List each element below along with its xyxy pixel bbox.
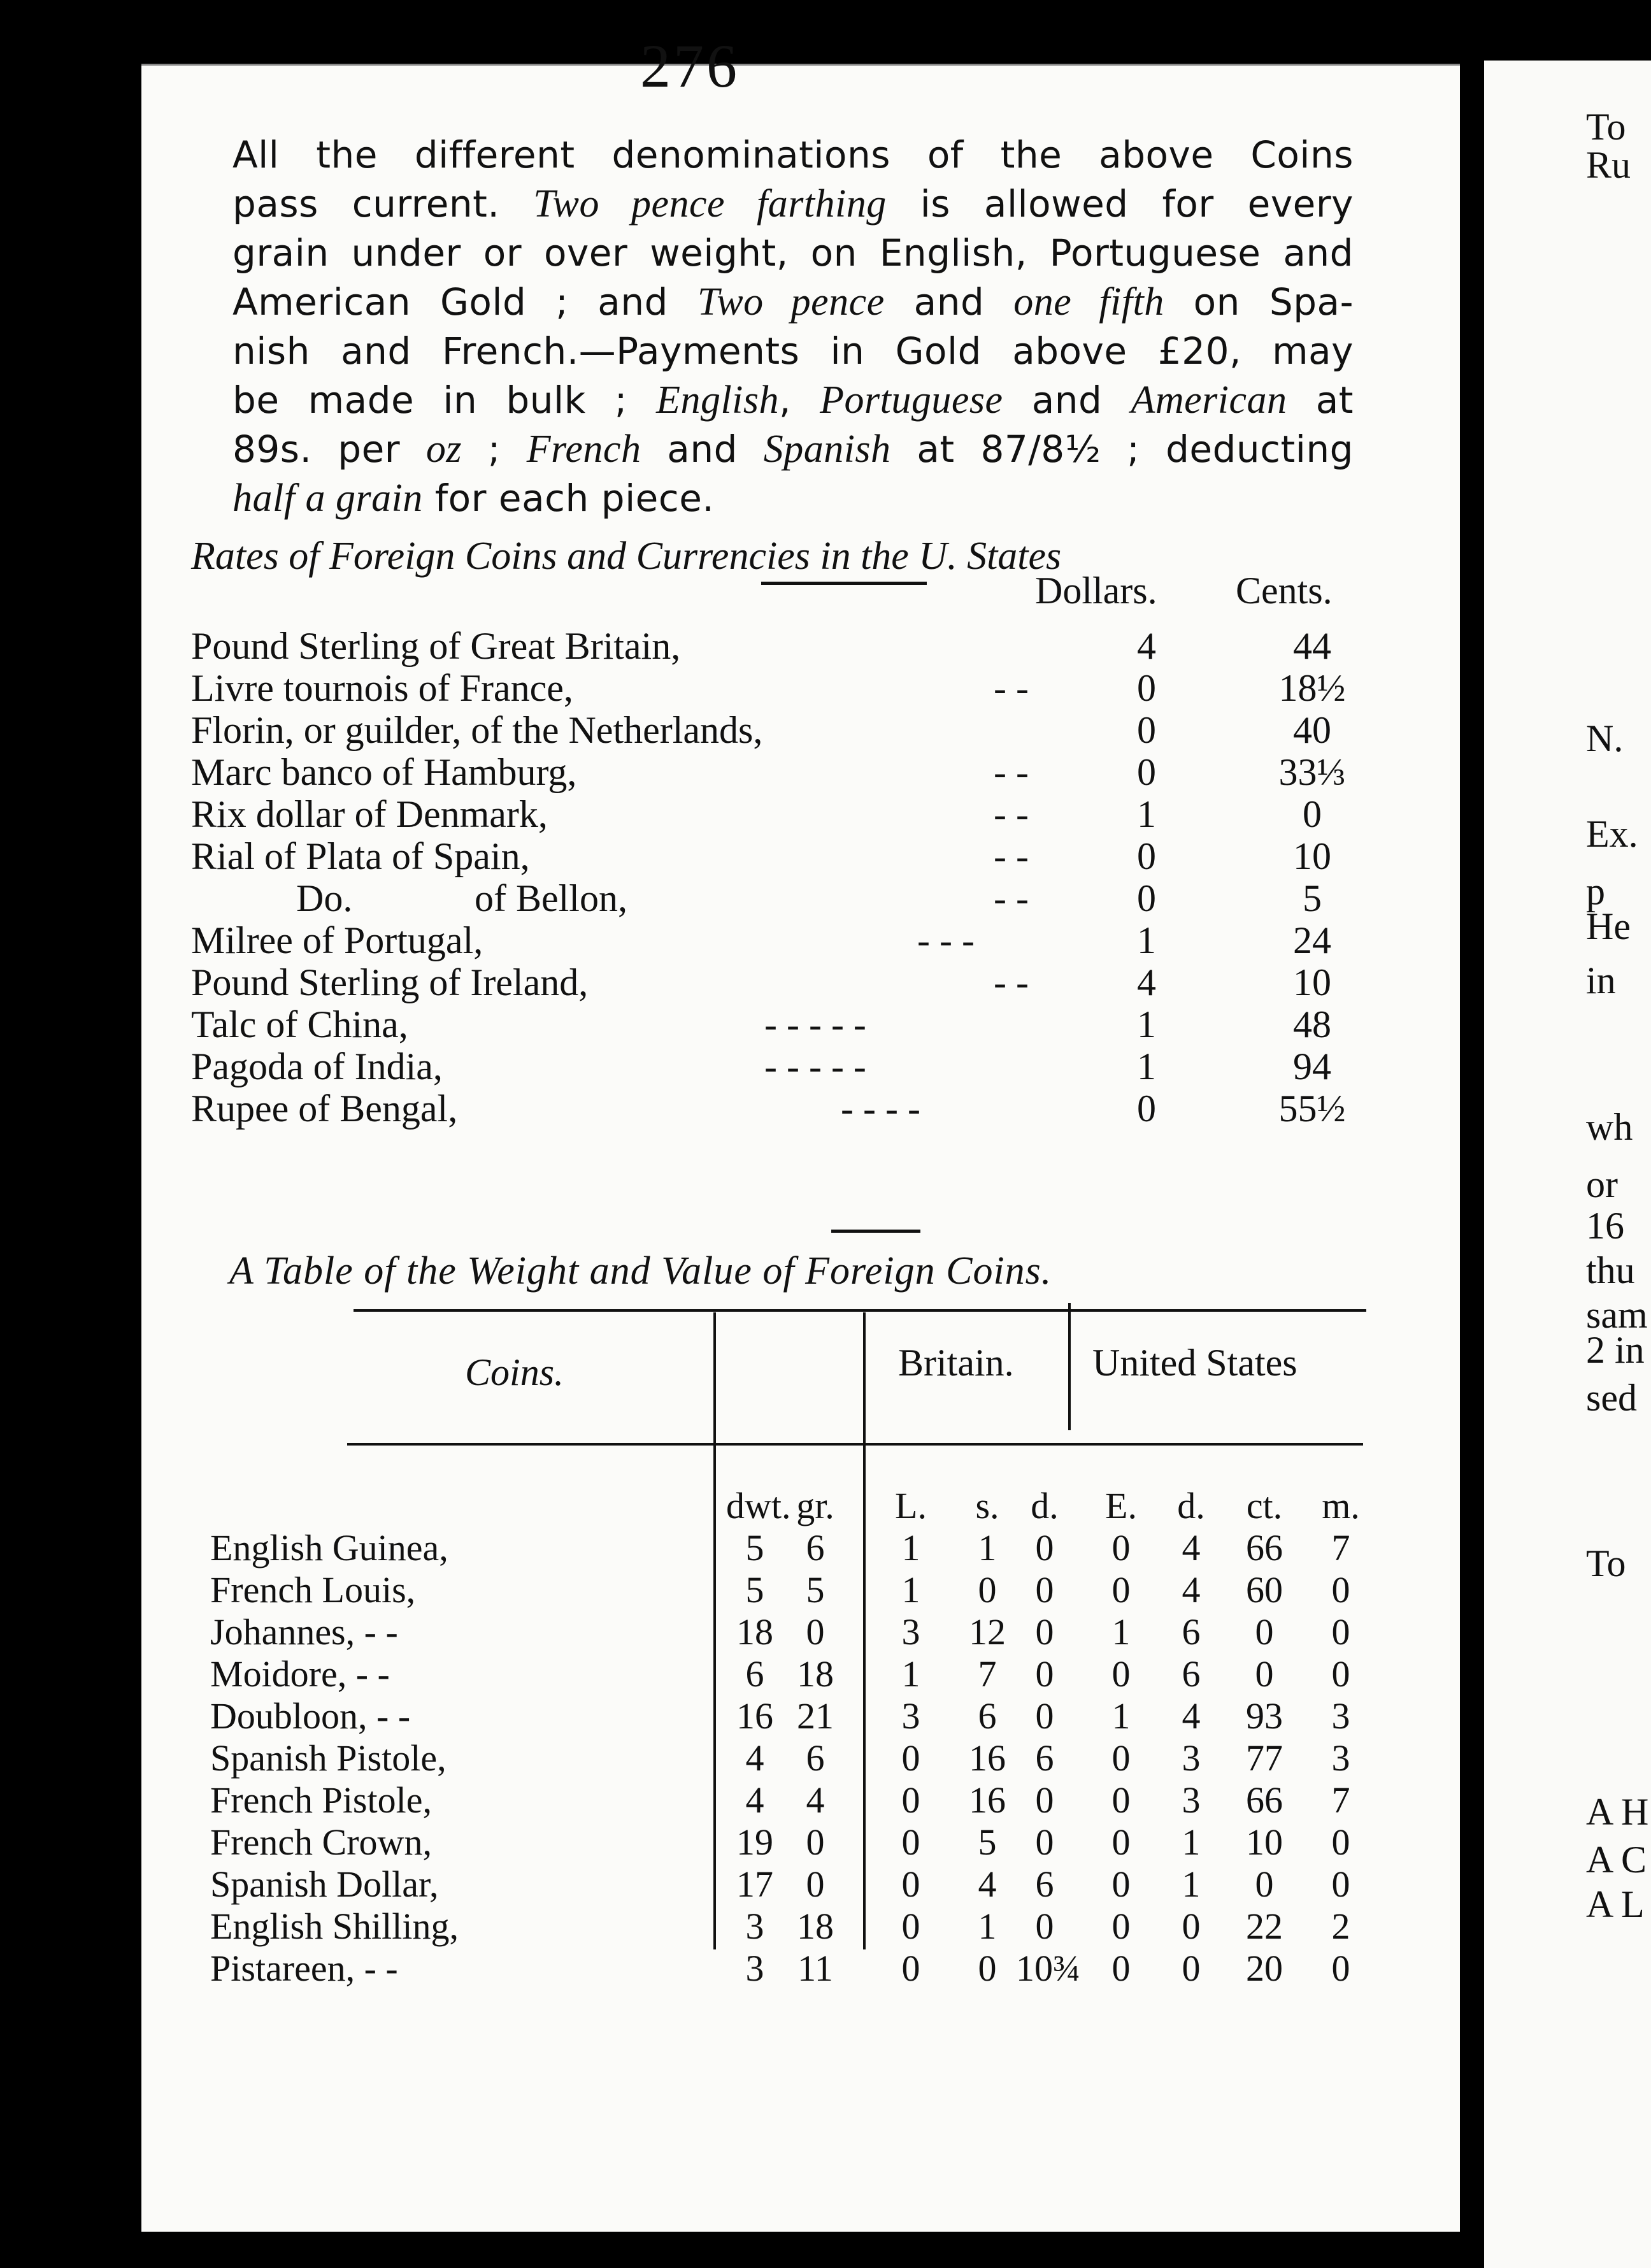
coin-d: 6: [1035, 1737, 1054, 1779]
coin-d: 0: [1035, 1906, 1054, 1947]
coin-E: 0: [1111, 1569, 1131, 1611]
rates-col-cents: Cents.: [1236, 570, 1333, 612]
paragraph-line: [232, 327, 1354, 376]
coin-usd: 6: [1182, 1611, 1201, 1653]
coin-name: Doubloon, - -: [210, 1695, 411, 1737]
coin-L: 3: [901, 1695, 920, 1737]
coin-dwt: 5: [745, 1527, 764, 1568]
italic-phrase: Portuguese: [820, 378, 1003, 422]
coin-dwt: 18: [736, 1611, 773, 1653]
coin-dwt: 4: [745, 1779, 764, 1821]
leader-dashes: - - - -: [841, 1087, 920, 1130]
coin-name: French Crown,: [210, 1821, 432, 1863]
currency-name: Pound Sterling of Great Britain,: [191, 625, 681, 667]
coin-d: 0: [1035, 1527, 1054, 1568]
coin-usd: 4: [1182, 1527, 1201, 1568]
cents-value: 24: [1293, 919, 1331, 961]
coin-s: 1: [978, 1527, 997, 1568]
text-run: American Gold ; and: [232, 280, 697, 324]
facing-fragment: To: [1586, 1542, 1626, 1584]
coin-E: 0: [1111, 1863, 1131, 1905]
coin-L: 3: [901, 1611, 920, 1653]
coin-m: 3: [1331, 1695, 1350, 1737]
coin-gr: 11: [797, 1948, 833, 1989]
currency-name: Livre tournois of France,: [191, 667, 573, 709]
coin-m: 0: [1331, 1653, 1350, 1695]
unit-label: E.: [1105, 1485, 1137, 1526]
cents-value: 55½: [1278, 1087, 1346, 1130]
section-divider: [831, 1230, 920, 1233]
leader-dashes: - -: [994, 835, 1029, 877]
coin-table: [210, 1484, 1369, 1989]
italic-phrase: English: [656, 378, 780, 422]
paragraph-line: [232, 131, 1354, 180]
rates-row: [191, 624, 1350, 666]
facing-fragment: To: [1586, 106, 1626, 148]
coin-s: 6: [978, 1695, 997, 1737]
coin-L: 1: [901, 1569, 920, 1611]
header-united-states: United States: [1092, 1342, 1297, 1384]
coin-E: 0: [1111, 1527, 1131, 1568]
facing-fragment: 2 in: [1586, 1329, 1645, 1371]
text-run: at 87/8½ ; deducting: [890, 427, 1354, 471]
rates-table-title: Rates of Foreign Coins and Currencies in the U. States: [191, 535, 1062, 578]
coin-gr: 0: [806, 1821, 825, 1863]
coin-E: 1: [1111, 1695, 1131, 1737]
coin-m: 3: [1331, 1737, 1350, 1779]
coin-L: 1: [901, 1527, 920, 1568]
coin-name: Spanish Dollar,: [210, 1863, 439, 1905]
dollars-value: 4: [1137, 961, 1156, 1003]
facing-fragment: sed: [1586, 1377, 1637, 1419]
coin-E: 1: [1111, 1611, 1131, 1653]
cents-value: 33⅓: [1278, 751, 1346, 793]
coin-name: French Pistole,: [210, 1779, 432, 1821]
unit-label: dwt.: [726, 1485, 791, 1526]
page-number: 276: [640, 32, 740, 100]
coin-E: 0: [1111, 1653, 1131, 1695]
coin-E: 0: [1111, 1906, 1131, 1947]
italic-phrase: half a grain: [232, 477, 423, 520]
facing-fragment: N.: [1586, 717, 1624, 759]
coin-gr: 6: [806, 1527, 825, 1568]
paragraph-line: [232, 180, 1354, 229]
rates-row: [191, 750, 1350, 793]
leader-dashes: - -: [994, 667, 1029, 709]
cents-value: 40: [1293, 709, 1331, 751]
coin-E: 0: [1111, 1948, 1131, 1989]
italic-phrase: Two pence: [697, 280, 885, 324]
coin-usd: 4: [1182, 1569, 1201, 1611]
facing-fragment: 16: [1586, 1205, 1624, 1247]
rates-row: [191, 877, 1350, 919]
dollars-value: 0: [1137, 835, 1156, 877]
facing-fragment: thu: [1586, 1249, 1635, 1291]
coin-gr: 5: [806, 1569, 825, 1611]
coin-ct: 10: [1246, 1821, 1283, 1863]
coin-dwt: 19: [736, 1821, 773, 1863]
coin-ct: 66: [1246, 1779, 1283, 1821]
dollars-value: 0: [1137, 667, 1156, 709]
coin-row: [210, 1568, 1369, 1611]
coin-usd: 6: [1182, 1653, 1201, 1695]
coin-usd: 3: [1182, 1779, 1201, 1821]
dollars-value: 4: [1137, 625, 1156, 667]
coin-currency-paragraph: [232, 131, 1354, 523]
coin-L: 0: [901, 1948, 920, 1989]
leader-dashes: - -: [994, 877, 1029, 919]
facing-fragment: A L: [1586, 1883, 1645, 1925]
coin-m: 0: [1331, 1821, 1350, 1863]
cents-value: 10: [1293, 961, 1331, 1003]
coin-gr: 0: [806, 1611, 825, 1653]
coin-name: French Louis,: [210, 1569, 416, 1611]
text-run: nish and French.—Payments in Gold above £20, may: [232, 329, 1354, 373]
dollars-value: 1: [1137, 1045, 1156, 1087]
coin-ct: 77: [1246, 1737, 1283, 1779]
italic-phrase: Spanish: [763, 427, 891, 471]
coin-d: 6: [1035, 1863, 1054, 1905]
coin-row: [210, 1905, 1369, 1947]
facing-fragment: sam: [1586, 1294, 1648, 1336]
coin-m: 7: [1331, 1779, 1350, 1821]
rates-row: [191, 1003, 1350, 1045]
unit-label: ct.: [1246, 1485, 1283, 1526]
italic-phrase: American: [1131, 378, 1287, 422]
coin-ct: 20: [1246, 1948, 1283, 1989]
rates-row: [191, 961, 1350, 1003]
coin-L: 0: [901, 1821, 920, 1863]
facing-fragment: Ru: [1586, 144, 1631, 186]
unit-label: gr.: [796, 1485, 834, 1526]
coin-m: 7: [1331, 1527, 1350, 1568]
coin-name: Johannes, - -: [210, 1611, 398, 1653]
coin-d: 0: [1035, 1695, 1054, 1737]
rates-row: [191, 793, 1350, 835]
coin-gr: 6: [806, 1737, 825, 1779]
coin-ct: 0: [1255, 1653, 1274, 1695]
coin-s: 4: [978, 1863, 997, 1905]
coin-row: [210, 1611, 1369, 1653]
coin-usd: 4: [1182, 1695, 1201, 1737]
coin-s: 7: [978, 1653, 997, 1695]
coin-usd: 0: [1182, 1906, 1201, 1947]
rates-row: [191, 1087, 1350, 1129]
coin-d: 0: [1035, 1821, 1054, 1863]
currency-name-cont: of Bellon,: [475, 877, 627, 919]
coin-ct: 22: [1246, 1906, 1283, 1947]
unit-label: s.: [975, 1485, 999, 1526]
coin-L: 0: [901, 1779, 920, 1821]
coin-usd: 1: [1182, 1863, 1201, 1905]
currency-name: Rix dollar of Denmark,: [191, 793, 548, 835]
section-divider: [761, 582, 927, 585]
coin-d: 10¾: [1016, 1948, 1081, 1989]
text-run: at: [1287, 378, 1354, 422]
rates-row: [191, 1045, 1350, 1087]
rates-row: [191, 835, 1350, 877]
coin-row: [210, 1653, 1369, 1695]
facing-fragment: wh: [1586, 1106, 1633, 1148]
unit-label: d.: [1031, 1485, 1059, 1526]
coin-s: 12: [969, 1611, 1006, 1653]
cents-value: 44: [1293, 625, 1331, 667]
coin-m: 0: [1331, 1611, 1350, 1653]
coin-s: 0: [978, 1948, 997, 1989]
header-coins: Coins.: [465, 1351, 564, 1393]
currency-name: Talc of China,: [191, 1003, 408, 1045]
coin-table-title: A Table of the Weight and Value of Foreign Coins.: [229, 1249, 1052, 1293]
paragraph-line: [232, 425, 1354, 474]
paragraph-line: [232, 229, 1354, 278]
coin-m: 0: [1331, 1569, 1350, 1611]
coin-dwt: 5: [745, 1569, 764, 1611]
coin-d: 0: [1035, 1569, 1054, 1611]
leader-dashes: - - - - -: [764, 1045, 866, 1087]
rates-row: [191, 666, 1350, 708]
units-row: [210, 1484, 1369, 1526]
coin-d: 0: [1035, 1611, 1054, 1653]
coin-L: 0: [901, 1863, 920, 1905]
cents-value: 0: [1303, 793, 1322, 835]
italic-phrase: Two pence farthing: [533, 182, 887, 226]
facing-fragment: p: [1586, 870, 1605, 912]
coin-L: 1: [901, 1653, 920, 1695]
currency-name: Rial of Plata of Spain,: [191, 835, 530, 877]
coin-row: [210, 1695, 1369, 1737]
coin-row: [210, 1779, 1369, 1821]
facing-fragment: Ex.: [1586, 813, 1638, 855]
facing-page: [1484, 61, 1651, 2268]
coin-row: [210, 1737, 1369, 1779]
text-run: pass current.: [232, 182, 534, 226]
coin-usd: 1: [1182, 1821, 1201, 1863]
leader-dashes: - -: [994, 961, 1029, 1003]
dollars-value: 0: [1137, 751, 1156, 793]
coin-L: 0: [901, 1737, 920, 1779]
currency-name: Rupee of Bengal,: [191, 1087, 458, 1130]
coin-gr: 18: [797, 1653, 834, 1695]
coin-name: Moidore, - -: [210, 1653, 390, 1695]
currency-name: Milree of Portugal,: [191, 919, 483, 961]
coin-usd: 3: [1182, 1737, 1201, 1779]
coin-row: [210, 1947, 1369, 1989]
cents-value: 48: [1293, 1003, 1331, 1045]
coin-dwt: 3: [745, 1906, 764, 1947]
coin-s: 16: [969, 1779, 1006, 1821]
cents-value: 10: [1293, 835, 1331, 877]
coin-E: 0: [1111, 1779, 1131, 1821]
coin-name: Pistareen, - -: [210, 1948, 398, 1989]
coin-d: 0: [1035, 1653, 1054, 1695]
unit-label: m.: [1322, 1485, 1360, 1526]
cents-value: 18½: [1278, 667, 1346, 709]
text-run: 89s. per: [232, 427, 426, 471]
facing-fragment: He: [1586, 905, 1631, 947]
italic-phrase: French: [526, 427, 641, 471]
rates-row: [191, 919, 1350, 961]
coin-m: 0: [1331, 1948, 1350, 1989]
dollars-value: 0: [1137, 709, 1156, 751]
coin-ct: 66: [1246, 1527, 1283, 1568]
currency-name: Florin, or guilder, of the Netherlands,: [191, 709, 763, 751]
coin-dwt: 3: [745, 1948, 764, 1989]
facing-fragment: A C: [1586, 1839, 1647, 1881]
coin-gr: 4: [806, 1779, 825, 1821]
text-run: All the different denominations of the above Coins: [232, 133, 1354, 176]
text-run: be made in bulk ;: [232, 378, 657, 422]
text-run: ;: [462, 427, 527, 471]
coin-E: 0: [1111, 1737, 1131, 1779]
text-run: on Spa-: [1164, 280, 1354, 324]
coin-name: English Guinea,: [210, 1527, 448, 1568]
coin-usd: 0: [1182, 1948, 1201, 1989]
coin-dwt: 16: [736, 1695, 773, 1737]
header-britain: Britain.: [898, 1342, 1014, 1384]
leader-dashes: - -: [994, 751, 1029, 793]
coin-s: 16: [969, 1737, 1006, 1779]
column-rule: [1068, 1303, 1071, 1430]
currency-name: Do.: [296, 877, 353, 919]
coin-E: 0: [1111, 1821, 1131, 1863]
coin-name: Spanish Pistole,: [210, 1737, 447, 1779]
table-top-rule: [354, 1309, 1366, 1312]
text-run: grain under or over weight, on English, Portuguese and: [232, 231, 1354, 275]
leader-dashes: - - -: [917, 919, 975, 961]
coin-d: 0: [1035, 1779, 1054, 1821]
text-run: and: [884, 280, 1014, 324]
coin-s: 0: [978, 1569, 997, 1611]
paragraph-line: [232, 278, 1354, 327]
dollars-value: 0: [1137, 877, 1156, 919]
coin-dwt: 6: [745, 1653, 764, 1695]
coin-gr: 0: [806, 1863, 825, 1905]
coin-dwt: 17: [736, 1863, 773, 1905]
cents-value: 94: [1293, 1045, 1331, 1087]
currency-name: Pound Sterling of Ireland,: [191, 961, 589, 1003]
text-run: is allowed for every: [886, 182, 1354, 226]
italic-phrase: one fifth: [1013, 280, 1164, 324]
coin-ct: 60: [1246, 1569, 1283, 1611]
coin-s: 5: [978, 1821, 997, 1863]
table-header-rule: [347, 1443, 1363, 1446]
coin-m: 0: [1331, 1863, 1350, 1905]
coin-gr: 18: [797, 1906, 834, 1947]
coin-row: [210, 1821, 1369, 1863]
coin-gr: 21: [797, 1695, 834, 1737]
leader-dashes: - -: [994, 793, 1029, 835]
coin-row: [210, 1526, 1369, 1568]
coin-L: 0: [901, 1906, 920, 1947]
dollars-value: 1: [1137, 1003, 1156, 1045]
text-run: for each piece.: [422, 477, 715, 520]
rates-row: [191, 708, 1350, 750]
facing-fragment: A H: [1586, 1791, 1649, 1833]
facing-fragment: or: [1586, 1163, 1618, 1205]
dollars-value: 1: [1137, 919, 1156, 961]
dollars-value: 0: [1137, 1087, 1156, 1130]
coin-dwt: 4: [745, 1737, 764, 1779]
paragraph-line: [232, 376, 1354, 425]
text-run: ,: [779, 378, 820, 422]
italic-phrase: oz: [425, 427, 462, 471]
coin-m: 2: [1331, 1906, 1350, 1947]
rates-table: [191, 624, 1350, 1129]
cents-value: 5: [1303, 877, 1322, 919]
coin-ct: 0: [1255, 1863, 1274, 1905]
unit-label: d.: [1177, 1485, 1205, 1526]
rates-col-dollars: Dollars.: [1035, 570, 1157, 612]
text-run: and: [641, 427, 764, 471]
coin-ct: 0: [1255, 1611, 1274, 1653]
text-run: and: [1003, 378, 1131, 422]
currency-name: Pagoda of India,: [191, 1045, 443, 1087]
coin-name: English Shilling,: [210, 1906, 459, 1947]
coin-row: [210, 1863, 1369, 1905]
unit-label: L.: [895, 1485, 927, 1526]
leader-dashes: - - - - -: [764, 1003, 866, 1045]
currency-name: Marc banco of Hamburg,: [191, 751, 577, 793]
dollars-value: 1: [1137, 793, 1156, 835]
coin-ct: 93: [1246, 1695, 1283, 1737]
coin-s: 1: [978, 1906, 997, 1947]
facing-fragment: in: [1586, 959, 1616, 1001]
paragraph-line: [232, 474, 1354, 523]
